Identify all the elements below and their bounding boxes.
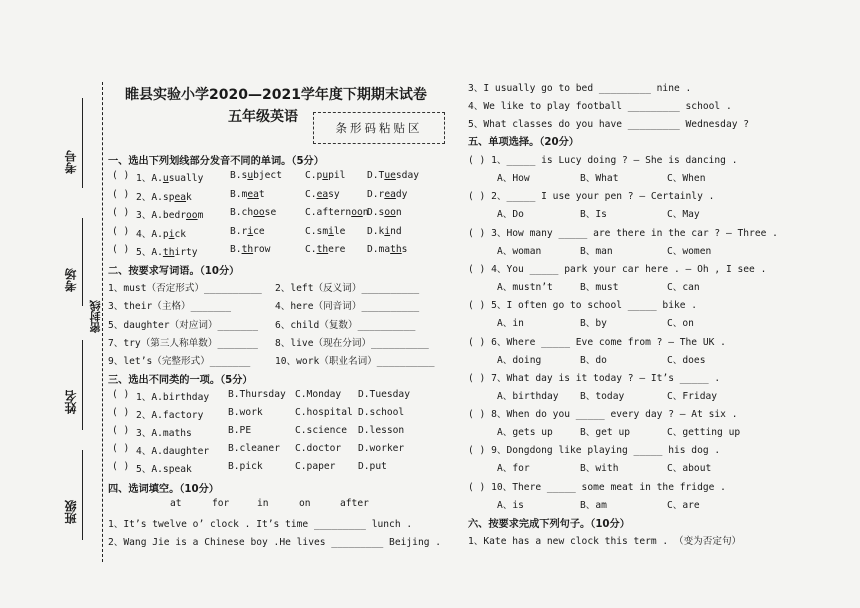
word-bank-word: after: [340, 498, 369, 509]
s2-item-9: 9、let’s（完整形式）_______: [108, 356, 251, 367]
s4-line-1: 1、It’s twelve o’ clock . It’s time _________ lunch .: [108, 519, 413, 530]
word-part: B.s: [230, 170, 248, 181]
option-d: D.worker: [358, 443, 405, 454]
word-part: sday: [395, 170, 419, 181]
underlined-part: th: [241, 244, 254, 255]
question: ( ) 7、What day is it today ? — It’s _____ .: [468, 372, 721, 384]
word-part: t: [258, 188, 265, 200]
word-part: C.sm: [305, 225, 329, 237]
class-label: 班级: [64, 500, 78, 524]
option-b: B、by: [580, 318, 607, 330]
question: ( ) 2、_____ I use your pen ? — Certainly .: [468, 191, 715, 203]
option-a: A、for: [497, 463, 530, 475]
word-part: dy: [395, 188, 408, 200]
word-part: ere: [328, 244, 346, 255]
option-b: [230, 170, 282, 181]
option-number: 3、A.: [136, 210, 163, 221]
word-part: ck: [174, 228, 187, 240]
word-part: irty: [174, 247, 198, 258]
answer-bracket[interactable]: ( ): [112, 461, 130, 472]
s2-item-4: 4、here（同音词）__________: [275, 301, 420, 312]
option-c: C、does: [667, 354, 706, 366]
option-a: 4、A.daughter: [136, 446, 210, 457]
option-c: [305, 207, 369, 218]
option-a: A、is: [497, 499, 524, 511]
option-a: A、gets up: [497, 427, 553, 439]
option-a: A、in: [497, 318, 524, 330]
option-d: D.Tuesday: [358, 389, 410, 400]
option-b: B、Is: [580, 209, 607, 221]
word-part: se: [264, 207, 277, 218]
option-a: 5、A.speak: [136, 464, 192, 475]
underlined-part: i: [328, 225, 334, 237]
option-b: B、must: [580, 281, 619, 293]
s4-line-2: 2、Wang Jie is a Chinese boy .He lives _________ Beijing .: [108, 537, 442, 548]
option-b: B、do: [580, 354, 607, 366]
underlined-part: oo: [186, 210, 198, 221]
section-3-heading: 三、选出不同类的一项。（5分）: [108, 375, 253, 386]
word-part: nd: [390, 225, 402, 237]
underlined-part: i: [168, 228, 175, 240]
option-a: 2、A.factory: [136, 410, 204, 421]
option-c: [305, 244, 345, 255]
option-b: B.PE: [228, 425, 252, 436]
word-part: row: [253, 244, 271, 255]
exam-title: 睢县实验小学2020—2021学年度下期期末试卷: [125, 87, 427, 103]
option-c: [305, 189, 340, 200]
option-d: [367, 189, 407, 200]
underlined-part: ea: [384, 188, 396, 200]
question: ( ) 5、I often go to school _____ bike .: [468, 300, 698, 312]
option-number: 4、A.: [136, 228, 163, 240]
word-bank-word: in: [257, 498, 269, 509]
option-d: D.school: [358, 407, 405, 418]
word-part: k: [186, 191, 192, 203]
exam-room-blank[interactable]: [82, 218, 83, 306]
word-part: pil: [328, 170, 346, 181]
option-d: D.lesson: [358, 425, 405, 436]
s2-item-1: 1、must（否定形式）__________: [108, 283, 262, 294]
underlined-part: th: [390, 244, 402, 255]
word-part: n: [362, 207, 369, 218]
underlined-part: i: [247, 225, 254, 237]
s2-item-8: 8、live（现在分词）__________: [275, 338, 429, 349]
option-a: A、How: [497, 173, 530, 184]
option-c: C.hospital: [295, 407, 353, 418]
option-b: B.cleaner: [228, 443, 280, 454]
answer-bracket[interactable]: ( ): [112, 425, 130, 436]
option-a: A、birthday: [497, 390, 559, 402]
option-c: C.science: [295, 425, 347, 436]
section-4-heading: 四、选词填空。（10分）: [108, 484, 219, 495]
option-b: B.pick: [228, 461, 263, 472]
question: ( ) 9、Dongdong like playing _____ his dog .: [468, 445, 721, 457]
option-a: A、doing: [497, 354, 542, 366]
option-a: 3、A.maths: [136, 428, 192, 439]
seal-line-label: 密封线: [89, 300, 102, 333]
question: ( ) 8、When do you _____ every day ? — At six .: [468, 409, 738, 421]
word-part: C.p: [305, 170, 323, 181]
option-d: [367, 226, 402, 237]
answer-bracket[interactable]: ( ): [112, 170, 130, 181]
answer-bracket[interactable]: ( ): [112, 207, 130, 218]
option-a: A、Do: [497, 209, 524, 221]
binding-margin: [0, 0, 110, 608]
option-a: [136, 226, 186, 240]
underlined-part: u: [247, 170, 254, 181]
option-a: [136, 189, 192, 203]
option-b: B、man: [580, 245, 613, 257]
option-d: [367, 244, 407, 255]
option-c: C.Monday: [295, 389, 342, 400]
exam-number-label: 考号: [64, 150, 78, 174]
section-6-heading: 六、按要求完成下列句子。（10分）: [468, 519, 630, 530]
option-a: A、woman: [497, 245, 542, 257]
option-c: [305, 170, 345, 181]
exam-room-label: 考场: [64, 268, 78, 292]
underlined-part: oo: [253, 207, 265, 218]
s4-line-3: 3、I usually go to bed _________ nine .: [468, 83, 692, 94]
exam-subtitle: 五年级英语: [228, 109, 298, 125]
barcode-area: 条形码粘贴区: [313, 112, 445, 144]
word-part: le: [333, 225, 346, 237]
s2-item-5: 5、daughter（对应词）_______: [108, 320, 258, 331]
underlined-part: i: [384, 225, 391, 237]
word-part: m: [197, 210, 204, 221]
option-c: C、are: [667, 499, 700, 511]
option-a: [136, 170, 203, 184]
underlined-part: th: [316, 244, 329, 255]
word-part: B.r: [230, 225, 248, 237]
option-c: C、on: [667, 318, 694, 330]
option-c: C、about: [667, 463, 712, 475]
s2-item-10: 10、work（职业名词）__________: [275, 356, 435, 367]
word-bank-word: on: [299, 498, 311, 509]
s4-line-4: 4、We like to play football _________ school .: [468, 101, 732, 112]
class-blank[interactable]: [82, 450, 83, 540]
s2-item-2: 2、left（反义词）__________: [275, 283, 420, 294]
name-blank[interactable]: [82, 340, 83, 430]
underlined-part: oo: [351, 207, 363, 218]
option-b: [230, 244, 270, 255]
word-part: bedr: [162, 210, 187, 221]
option-c: C、getting up: [667, 427, 741, 439]
answer-bracket[interactable]: ( ): [112, 407, 130, 418]
answer-bracket[interactable]: ( ): [112, 225, 130, 237]
word-part: D.ma: [367, 244, 391, 255]
s6-line-1: 1、Kate has a new clock this term . （变为否定句）: [468, 536, 742, 547]
option-c: C、can: [667, 281, 700, 293]
option-b: [230, 189, 265, 200]
option-d: [367, 207, 402, 218]
s2-item-7: 7、try（第三人称单数）_______: [108, 338, 258, 349]
option-b: B.Thursday: [228, 389, 286, 400]
question: ( ) 1、_____ is Lucy doing ? — She is dancing .: [468, 155, 738, 166]
word-part: B.: [230, 244, 242, 255]
option-c: [305, 226, 345, 237]
section-2-heading: 二、按要求写词语。（10分）: [108, 266, 240, 277]
option-b: [230, 207, 276, 218]
option-c: C、May: [667, 209, 700, 221]
word-part: B.ch: [230, 207, 254, 218]
s2-item-6: 6、child（复数）__________: [275, 320, 416, 331]
option-b: B、get up: [580, 427, 631, 439]
word-part: B.m: [230, 188, 248, 200]
s4-line-5: 5、What classes do you have _________ Wednesday ?: [468, 119, 750, 130]
word-part: n: [395, 207, 402, 218]
underlined-part: ea: [247, 188, 259, 200]
option-a: 1、A.birthday: [136, 392, 210, 403]
option-number: 1、A.: [136, 173, 163, 184]
word-bank-word: for: [212, 498, 230, 509]
name-label: 姓名: [64, 390, 78, 414]
word-part: s: [401, 244, 408, 255]
option-b: B、am: [580, 499, 607, 511]
underlined-part: ea: [174, 191, 187, 203]
word-part: ce: [253, 225, 265, 237]
answer-bracket[interactable]: ( ): [112, 443, 130, 454]
question: ( ) 6、Where _____ Eve come from ? — The UK .: [468, 336, 726, 348]
option-b: B、What: [580, 173, 619, 184]
option-number: 2、A.: [136, 191, 163, 203]
word-part: C.: [305, 188, 317, 200]
word-part: D.T: [367, 170, 385, 181]
option-b: [230, 226, 265, 237]
word-part: D.k: [367, 225, 385, 237]
exam-number-blank[interactable]: [82, 98, 83, 188]
question: ( ) 10、There _____ some meat in the fridge .: [468, 481, 726, 493]
option-c: C、Friday: [667, 390, 718, 402]
word-part: bject: [253, 170, 282, 181]
underlined-part: u: [162, 173, 169, 184]
word-part: p: [162, 228, 169, 240]
question: ( ) 3、How many _____ are there in the car ? — Three .: [468, 227, 778, 239]
underlined-part: th: [162, 247, 175, 258]
underlined-part: oo: [384, 207, 396, 218]
word-part: C.: [305, 244, 317, 255]
option-number: 5、A.: [136, 247, 163, 258]
word-part: sy: [328, 188, 340, 200]
answer-bracket[interactable]: ( ): [112, 188, 130, 200]
option-b: B、with: [580, 463, 619, 475]
word-part: sp: [162, 191, 175, 203]
word-part: C.aftern: [305, 207, 352, 218]
word-part: sually: [168, 173, 204, 184]
option-b: B.work: [228, 407, 263, 418]
underlined-part: ue: [384, 170, 396, 181]
option-b: B、today: [580, 390, 625, 402]
option-c: C.paper: [295, 461, 336, 472]
option-d: [367, 170, 419, 181]
underlined-part: ea: [316, 188, 329, 200]
question: ( ) 4、You _____ park your car here . — Oh , I see .: [468, 263, 767, 275]
word-part: D.s: [367, 207, 385, 218]
option-c: C、women: [667, 245, 712, 257]
section-5-heading: 五、单项选择。（20分）: [468, 137, 579, 148]
option-a: [136, 244, 198, 258]
underlined-part: u: [322, 170, 329, 181]
option-d: D.put: [358, 461, 387, 472]
option-c: C、When: [667, 173, 706, 184]
section-1-heading: 一、选出下列划线部分发音不同的单词。（5分）: [108, 156, 324, 167]
option-c: C.doctor: [295, 443, 342, 454]
answer-bracket[interactable]: ( ): [112, 389, 130, 400]
s2-item-3: 3、their（主格）_______: [108, 301, 232, 312]
option-a: [136, 207, 203, 221]
answer-bracket[interactable]: ( ): [112, 244, 130, 255]
word-part: D.r: [367, 188, 385, 200]
word-bank-word: at: [170, 498, 182, 509]
option-a: A、mustn’t: [497, 281, 553, 293]
